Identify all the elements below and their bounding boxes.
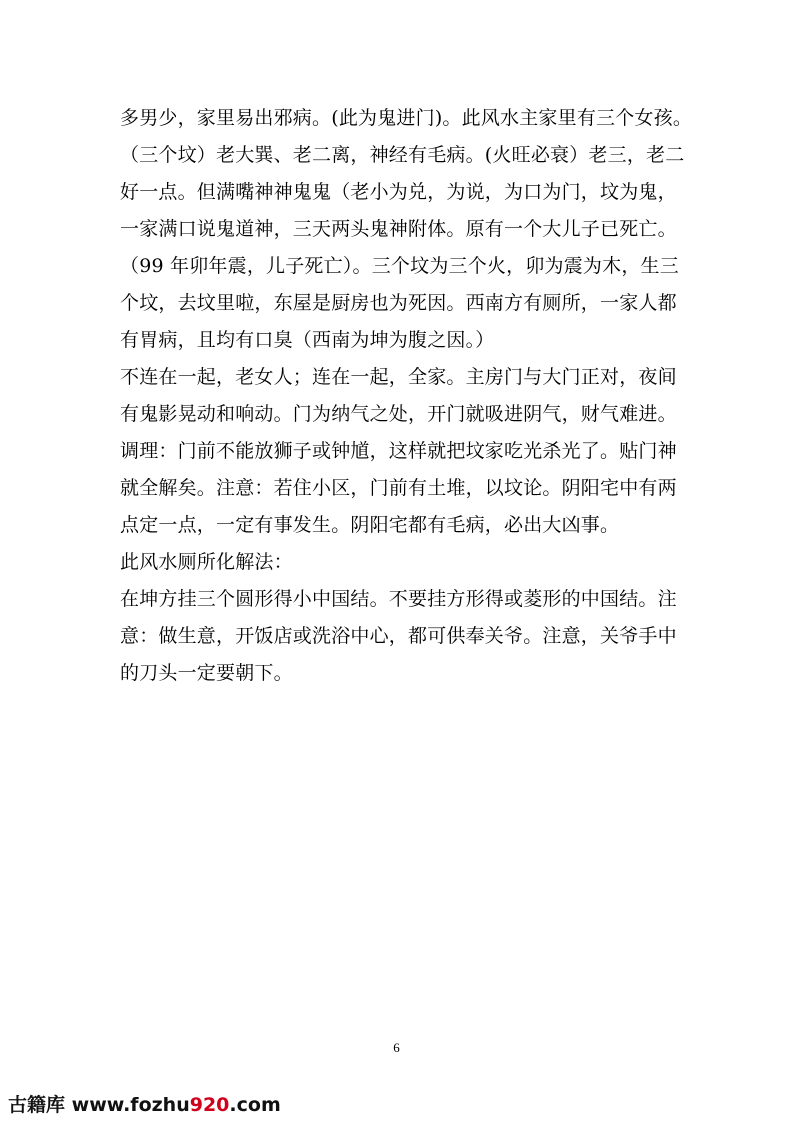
watermark-url-suffix: .com [229, 1094, 281, 1116]
text-line: 的刀头一定要朝下。 [120, 662, 293, 684]
text-line: 意：做生意，开饭店或洗浴中心，都可供奉关爷。注意，关爷手中 [120, 625, 677, 647]
body-text [120, 100, 693, 692]
watermark-site-name: 古籍库 [8, 1094, 66, 1116]
text-line: 在坤方挂三个圆形得小中国结。不要挂方形得或菱形的中国结。注 [120, 588, 677, 610]
text-line: 好一点。但满嘴神神鬼鬼（老小为兑，为说，为口为门，坟为鬼， [120, 181, 677, 203]
text-line: 就全解矣。注意：若住小区，门前有土堆，以坟论。阴阳宅中有两 [120, 477, 677, 499]
text-line: 此风水厕所化解法： [120, 551, 293, 573]
text-line: 有鬼影晃动和响动。门为纳气之处，开门就吸进阴气，财气难进。 [120, 403, 677, 425]
page-number: 6 [393, 1040, 400, 1055]
text-line: 调理：门前不能放狮子或钟馗，这样就把坟家吃光杀光了。贴门神 [120, 440, 677, 462]
watermark-url-prefix: www.fozhu [71, 1094, 190, 1116]
text-line: 有胃病，且均有口臭（西南为坤为腹之因。） [120, 329, 495, 351]
text-line: 不连在一起，老女人；连在一起，全家。主房门与大门正对，夜间 [120, 366, 677, 388]
text-line: 个坟，去坟里啦，东屋是厨房也为死因。西南方有厕所，一家人都 [120, 292, 677, 314]
text-line: （三个坟）老大巽、老二离，神经有毛病。(火旺必衰）老三，老二 [120, 144, 685, 166]
site-watermark [8, 1090, 281, 1117]
text-line: 一家满口说鬼道神，三天两头鬼神附体。原有一个大儿子已死亡。 [120, 218, 677, 240]
text-line: （99 年卯年震，儿子死亡）。三个坟为三个火，卯为震为木，生三 [120, 255, 679, 277]
watermark-url-number: 920 [189, 1094, 230, 1116]
text-line: 多男少，家里易出邪病。(此为鬼进门)。此风水主家里有三个女孩。 [120, 107, 693, 129]
text-line: 点定一点，一定有事发生。阴阳宅都有毛病，必出大凶事。 [120, 514, 620, 536]
